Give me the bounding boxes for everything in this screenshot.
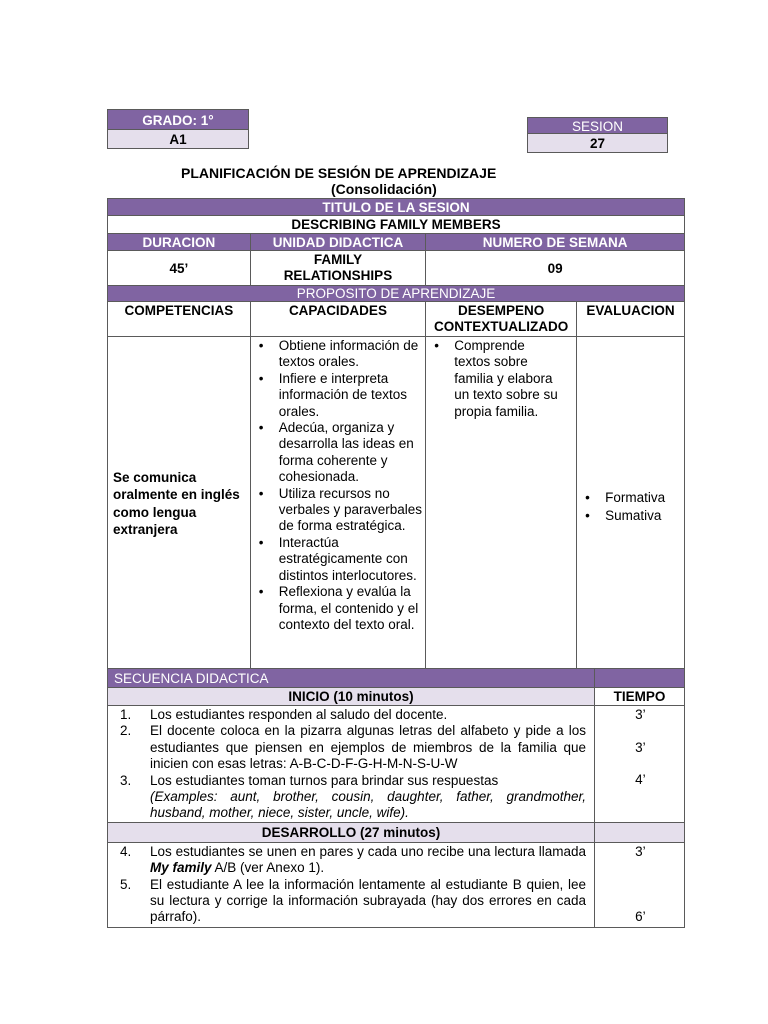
tiempo-header: TIEMPO [595, 688, 685, 706]
desarrollo-times-cell [595, 842, 685, 927]
capacidad-item: • Reflexiona y evalúa la forma, el contenido y el contexto del texto oral. [253, 584, 424, 633]
document-title: PLANIFICACIÓN DE SESIÓN DE APRENDIZAJE [181, 165, 497, 181]
desempeno-list [428, 338, 562, 420]
unidad-value-line2: RELATIONSHIPS [283, 268, 393, 283]
step-number: 2. [120, 723, 132, 739]
evaluacion-header: EVALUACION [577, 302, 685, 337]
competencia-cell: Se comunica oralmente en inglés como lengua extranjera [108, 337, 251, 671]
unidad-value-line1: FAMILY [313, 252, 363, 267]
inicio-steps-cell [108, 706, 595, 823]
desarrollo-steps [110, 844, 586, 926]
step-text: Los estudiantes responden al saludo del docente. [150, 707, 448, 722]
session-table [107, 198, 685, 671]
step-number: 1. [120, 707, 132, 722]
evaluacion-item: • Sumativa [579, 507, 682, 525]
step-item [110, 723, 586, 772]
secuencia-header-blank [595, 669, 685, 688]
capacidades-cell [250, 337, 426, 671]
step-time: 4’ [635, 772, 646, 787]
desempeno-header-line2: CONTEXTUALIZADO [434, 319, 569, 334]
step-number: 5. [120, 876, 132, 892]
step-text: Los estudiantes se unen en pares y cada uno recibe una lectura llamada [150, 843, 587, 859]
step-item [110, 773, 586, 822]
desempeno-header-line1: DESEMPENO [458, 303, 545, 318]
step-text: Los estudiantes toman turnos para brindar sus respuestas [150, 772, 499, 788]
evaluacion-item: • Formativa [579, 489, 682, 507]
competencias-header: COMPETENCIAS [108, 302, 251, 337]
secuencia-header: SECUENCIA DIDACTICA [108, 669, 595, 688]
document-subtitle: (Consolidación) [331, 181, 437, 197]
step-number: 4. [120, 843, 132, 859]
step-time: 6’ [635, 908, 646, 924]
capacidad-item: • Interactúa estratégicamente con distintos interlocutores. [253, 535, 424, 584]
sequence-table [107, 668, 685, 928]
proposito-header: PROPOSITO DE APRENDIZAJE [108, 286, 685, 302]
step-item [110, 844, 586, 877]
titulo-value: DESCRIBING FAMILY MEMBERS [108, 216, 685, 234]
step-time: 3’ [635, 740, 646, 755]
step-text: A/B (ver Anexo 1). [211, 860, 325, 876]
capacidad-item: • Utiliza recursos no verbales y paraverbales de forma estratégica. [253, 486, 424, 535]
inicio-times-cell [595, 706, 685, 823]
capacidades-list [253, 338, 424, 633]
desempeno-header [426, 302, 577, 337]
grado-label: GRADO: 1° [107, 109, 249, 130]
inicio-header: INICIO (10 minutos) [108, 688, 595, 706]
capacidades-header: CAPACIDADES [250, 302, 426, 337]
desarrollo-header-blank [595, 822, 685, 842]
step-item [110, 707, 586, 723]
capacidad-item: • Infiere e interpreta información de textos orales. [253, 371, 424, 420]
unidad-value [250, 251, 426, 286]
evaluacion-list [579, 489, 682, 525]
duracion-value: 45’ [108, 251, 251, 286]
reading-title: My family [150, 860, 212, 876]
unidad-header: UNIDAD DIDACTICA [250, 234, 426, 251]
grado-value: A1 [107, 130, 249, 149]
step-text: El estudiante A lee la información lentamente al estudiante B quien, lee su lectura y corrige la información subrayada (hay dos errores en cada párrafo). [150, 876, 587, 925]
duracion-header: DURACION [108, 234, 251, 251]
sesion-label: SESION [527, 117, 668, 134]
desarrollo-steps-cell [108, 842, 595, 927]
desarrollo-header: DESARROLLO (27 minutos) [108, 822, 595, 842]
desempeno-cell [426, 337, 577, 671]
inicio-steps [110, 707, 586, 822]
desempeno-item: • Comprende textos sobre familia y elabora un texto sobre su propia familia. [428, 338, 562, 420]
step-text: El docente coloca en la pizarra algunas letras del alfabeto y pide a los estudiantes que piensen en ejemplos de miembros de la familia que inicien con esas letras: A-B-C-D-F-G-H-M-N-S-U-W [150, 723, 587, 772]
step-time: 3’ [635, 707, 646, 722]
capacidad-item: • Adecúa, organiza y desarrolla las ideas en forma coherente y cohesionada. [253, 420, 424, 486]
semana-header: NUMERO DE SEMANA [426, 234, 685, 251]
step-examples: (Examples: aunt, brother, cousin, daughter, father, grandmother, husband, mother, niece, sister, uncle, wife). [150, 789, 587, 821]
semana-value: 09 [426, 251, 685, 286]
step-number: 3. [120, 772, 132, 788]
step-time: 3’ [635, 843, 646, 859]
evaluacion-cell [577, 337, 685, 671]
sesion-value: 27 [527, 134, 668, 153]
step-item [110, 877, 586, 926]
capacidad-item: • Obtiene información de textos orales. [253, 338, 424, 371]
titulo-header: TITULO DE LA SESION [108, 199, 685, 216]
